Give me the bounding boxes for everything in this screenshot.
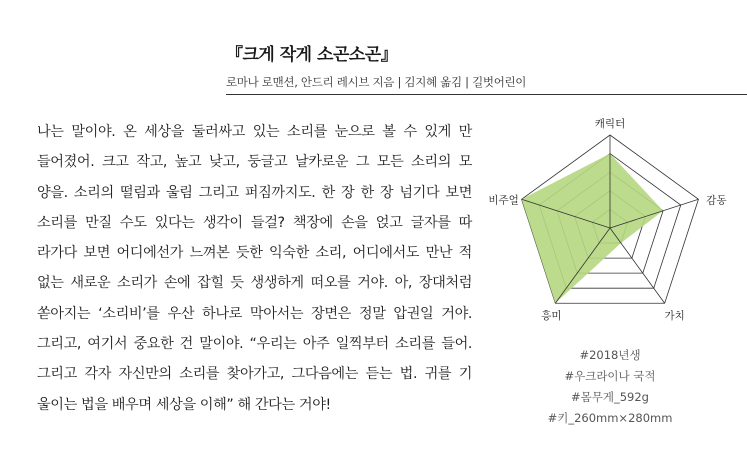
description-line: 없는 새로운 소리가 손에 잡힐 듯 생생하게 떠오를 거야. 아, 장대처럼	[37, 275, 472, 292]
radar-spoke	[610, 228, 665, 303]
description-line: 그리고, 여기서 중요한 건 말이야. “우리는 아주 일찍부터 소리를 들어.	[37, 336, 472, 353]
tag-weight: #몸무게_592g	[571, 390, 649, 404]
description-line: 울이는 법을 배우며 세상을 이해” 해 간다는 거야!	[37, 396, 331, 413]
description-line: 소리를 만질 수도 있다는 생각이 들걸? 책장에 손을 얹고 글자를 따	[37, 214, 472, 231]
description-line: 양을. 소리의 떨림과 울림 그리고 퍼짐까지도. 한 장 한 장 넘기다 보면	[37, 184, 472, 201]
description-line: 나는 말이야. 온 세상을 둘러싸고 있는 소리를 눈으로 볼 수 있게 만	[37, 124, 472, 140]
radar-label-emotion: 감동	[706, 194, 727, 207]
description-line: 라가다 보면 어디에선가 느껴본 듯한 익숙한 소리, 어디에서도 만난 적	[37, 245, 472, 262]
tag-nationality: #우크라이나 국적	[564, 369, 656, 383]
description-line: 들어졌어. 크고 작고, 높고 낮고, 둥글고 날카로운 그 모든 소리의 모	[37, 154, 472, 171]
book-description	[37, 117, 472, 420]
radar-label-interest: 흥미	[541, 310, 562, 323]
radar-label-value: 가치	[664, 310, 685, 323]
book-title: 『크게 작게 소곤소곤』	[226, 45, 398, 65]
tag-birth-year: #2018년생	[579, 348, 641, 362]
book-tags	[530, 345, 690, 429]
radar-label-character: 캐릭터	[594, 118, 626, 130]
book-credits: 로마나 로맨션, 안드리 레시브 지음 | 김지혜 옮김 | 길벗어린이	[226, 74, 747, 95]
description-line: 쏟아지는 ‘소리비’를 우산 하나로 막아서는 장면은 정말 압권일 거야.	[37, 305, 472, 322]
radar-label-visual: 비주얼	[488, 194, 519, 207]
tag-size: #키_260mm×280mm	[547, 411, 673, 425]
description-line: 그리고 각자 자신만의 소리를 찾아가고, 그다음에는 듣는 법. 귀를 기	[37, 366, 472, 383]
book-header	[226, 40, 747, 95]
radar-chart	[480, 110, 740, 340]
